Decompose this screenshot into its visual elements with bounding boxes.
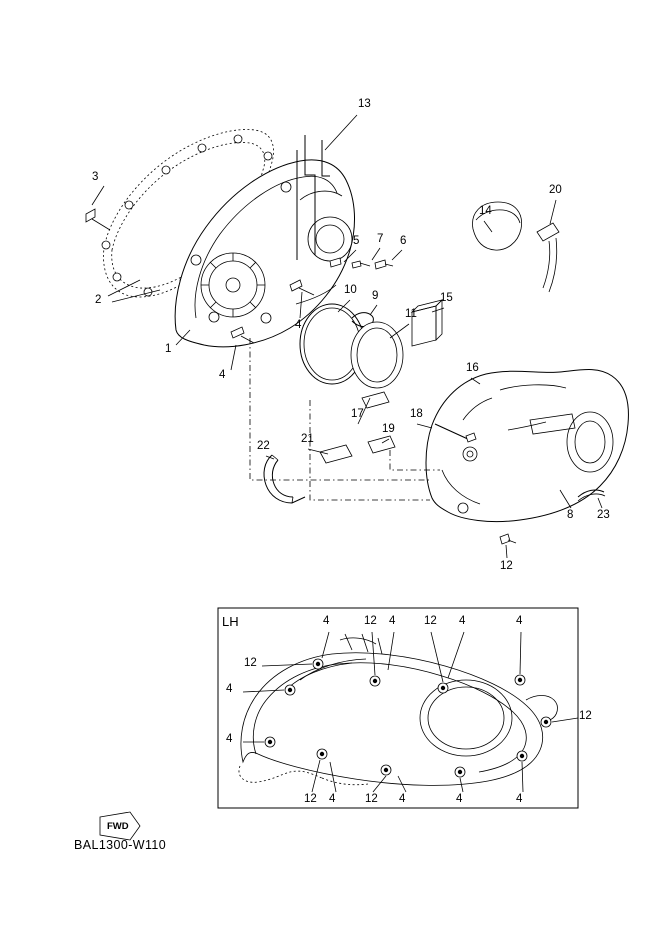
callout-19: 19 xyxy=(382,423,395,435)
callout-23: 23 xyxy=(597,509,610,521)
callout-10: 10 xyxy=(344,284,357,296)
part-22-bracket xyxy=(264,455,305,503)
part-21-plate xyxy=(320,445,352,463)
inset-callout-4-h: 4 xyxy=(399,793,406,805)
callout-18: 18 xyxy=(410,408,423,420)
callout-4-upper: 4 xyxy=(295,319,302,331)
callout-15: 15 xyxy=(440,292,453,304)
part-7-fastener xyxy=(352,261,370,268)
inset-frame xyxy=(218,608,578,808)
inset-callout-4-j: 4 xyxy=(516,793,523,805)
part-20-strap xyxy=(537,223,559,292)
part-15-block xyxy=(412,300,442,346)
inset-callout-12-b: 12 xyxy=(424,615,437,627)
callout-6: 6 xyxy=(400,235,407,247)
callout-7: 7 xyxy=(377,233,384,245)
callout-12-main: 12 xyxy=(500,560,513,572)
callout-2: 2 xyxy=(95,294,102,306)
part-19-plate xyxy=(368,436,395,453)
fwd-arrow-label: FWD xyxy=(107,821,129,832)
callout-9: 9 xyxy=(372,290,379,302)
inset-callout-4-g: 4 xyxy=(329,793,336,805)
bolt-part-3 xyxy=(86,209,110,230)
inset-callout-12-c: 12 xyxy=(244,657,257,669)
inset-callout-4-f: 4 xyxy=(226,733,233,745)
crankcase-cover-part-1 xyxy=(175,160,354,347)
inset-callout-4-i: 4 xyxy=(456,793,463,805)
callout-14: 14 xyxy=(479,205,492,217)
inset-lh-label: LH xyxy=(222,614,239,629)
inset-callout-12-f: 12 xyxy=(365,793,378,805)
part-12-bolt xyxy=(500,534,516,544)
callout-13: 13 xyxy=(358,98,371,110)
callout-3: 3 xyxy=(92,171,99,183)
callout-5: 5 xyxy=(353,235,360,247)
callout-8: 8 xyxy=(567,509,574,521)
inset-callout-4-e: 4 xyxy=(226,683,233,695)
callout-1: 1 xyxy=(165,343,172,355)
inset-callout-12-e: 12 xyxy=(304,793,317,805)
callout-16: 16 xyxy=(466,362,479,374)
callout-4-lower: 4 xyxy=(219,369,226,381)
inset-callout-4-b: 4 xyxy=(389,615,396,627)
callout-11: 11 xyxy=(405,308,417,320)
part-17-plate xyxy=(362,392,389,408)
callout-17: 17 xyxy=(351,408,364,420)
inset-callout-12-d: 12 xyxy=(579,710,592,722)
inset-callout-12-a: 12 xyxy=(364,615,377,627)
callout-20: 20 xyxy=(549,184,562,196)
part-11-seal xyxy=(351,322,403,388)
inset-callout-4-c: 4 xyxy=(459,615,466,627)
diagram-code: BAL1300-W110 xyxy=(74,838,167,852)
part-6-fastener xyxy=(375,260,393,269)
inset-callout-4-d: 4 xyxy=(516,615,523,627)
callout-21: 21 xyxy=(301,433,314,445)
callout-22: 22 xyxy=(257,440,270,452)
inset-callout-4-a: 4 xyxy=(323,615,330,627)
